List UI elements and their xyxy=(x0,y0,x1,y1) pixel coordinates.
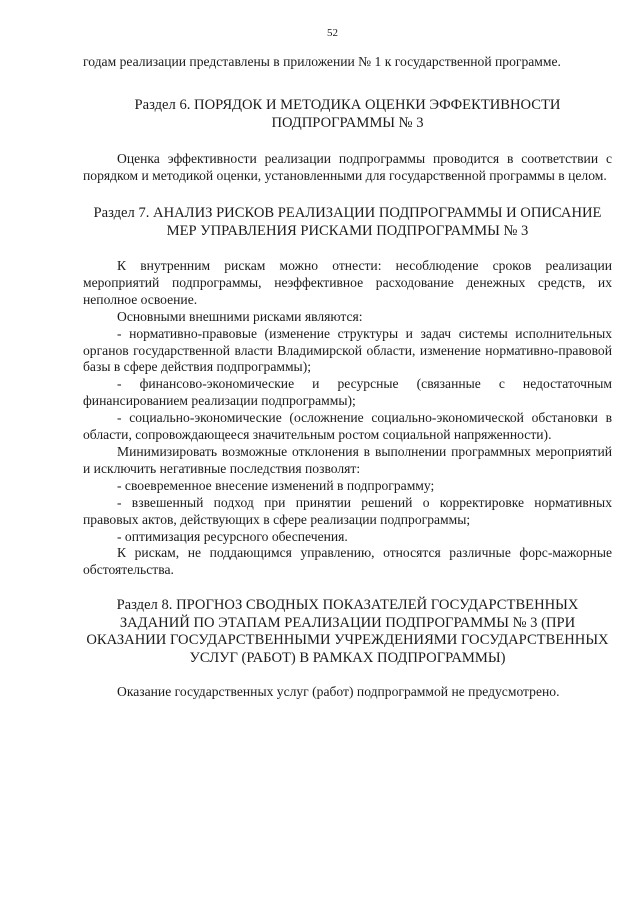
paragraph: К внутренним рискам можно отнести: несоблюдение сроков реализации мероприятий подпрограммы, неэффективное расходование денежных средств, их неполное освоение. xyxy=(83,258,612,307)
list-item: - социально-экономические (осложнение социально-экономической обстановки в области, сопровождающееся значительным ростом социальной напряженности). xyxy=(83,410,612,443)
section-7-heading: Раздел 7. АНАЛИЗ РИСКОВ РЕАЛИЗАЦИИ ПОДПРОГРАММЫ И ОПИСАНИЕ МЕР УПРАВЛЕНИЯ РИСКАМИ ПОДПРОГРАММЫ № 3 xyxy=(93,205,602,239)
list-item: - финансово-экономические и ресурсные (связанные с недостаточным финансированием реализации подпрограммы); xyxy=(83,376,612,409)
section-8-heading: Раздел 8. ПРОГНОЗ СВОДНЫХ ПОКАЗАТЕЛЕЙ ГОСУДАРСТВЕННЫХ ЗАДАНИЙ ПО ЭТАПАМ РЕАЛИЗАЦИИ ПОДПРОГРАММЫ № 3 (ПРИ ОКАЗАНИИ ГОСУДАРСТВЕННЫМИ УЧРЕЖДЕНИЯМИ ГОСУДАРСТВЕННЫХ УСЛУГ (РАБОТ) В РАМКАХ ПОДПРОГРАММЫ) xyxy=(86,597,609,666)
page-number: 52 xyxy=(327,27,338,39)
paragraph: К рискам, не поддающимся управлению, относятся различные форс-мажорные обстоятельства. xyxy=(83,545,612,578)
list-item: - нормативно-правовые (изменение структуры и задач системы исполнительных органов государственной власти Владимирской области, изменение нормативно-правовой базы в сфере действия подпрограммы); xyxy=(83,325,612,375)
section-6-paragraph: Оценка эффективности реализации подпрограммы проводится в соответствии с порядком и методикой оценки, установленными для государственной программы в целом. xyxy=(83,151,612,183)
section-8-paragraph: Оказание государственных услуг (работ) подпрограммой не предусмотрено. xyxy=(117,684,560,700)
list-item: - взвешенный подход при принятии решений о корректировке нормативных правовых актов, действующих в сфере реализации подпрограммы; xyxy=(83,494,612,527)
intro-line: годам реализации представлены в приложении № 1 к государственной программе. xyxy=(83,54,561,69)
paragraph: Минимизировать возможные отклонения в выполнении программных мероприятий и исключить негативные последствия позволят: xyxy=(83,443,612,476)
section-7-body xyxy=(83,258,612,579)
list-item: - оптимизация ресурсного обеспечения. xyxy=(117,528,348,544)
list-item: - своевременное внесение изменений в подпрограмму; xyxy=(117,477,435,493)
section-6-heading: Раздел 6. ПОРЯДОК И МЕТОДИКА ОЦЕНКИ ЭФФЕКТИВНОСТИ ПОДПРОГРАММЫ № 3 xyxy=(134,97,561,131)
paragraph: Основными внешними рисками являются: xyxy=(117,308,363,324)
